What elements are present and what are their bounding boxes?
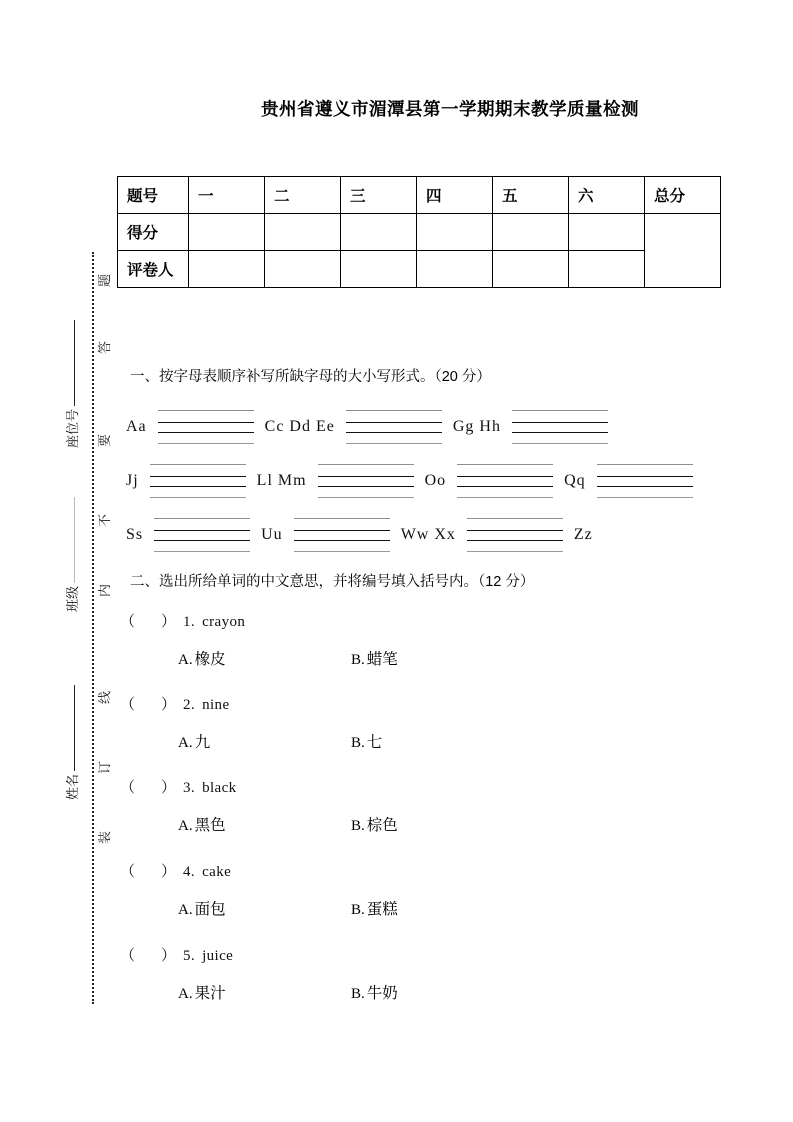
answer-bracket[interactable]: （ ） — [120, 614, 177, 630]
option-key: B. — [351, 652, 365, 668]
alphabet-row-3 — [120, 512, 740, 558]
question-number: 2. — [183, 697, 196, 713]
alphabet-letters: Gg Hh — [452, 418, 501, 435]
question-options — [120, 981, 720, 1003]
alphabet-answer-blank[interactable] — [150, 464, 246, 498]
section-two-heading: 二、选出所给单词的中文意思，并将编号填入括号内。（12 分） — [130, 574, 535, 590]
question-stem — [120, 693, 720, 714]
table-row-question-numbers — [118, 177, 721, 214]
option-a[interactable] — [178, 897, 351, 919]
option-text: 九 — [194, 734, 211, 751]
option-b[interactable] — [351, 730, 382, 752]
alphabet-row-1 — [120, 404, 740, 450]
option-key: A. — [178, 652, 193, 668]
option-text: 蛋糕 — [366, 901, 398, 918]
question-item — [120, 610, 720, 669]
cell-row-header: 题号 — [118, 177, 189, 214]
cell-score-5[interactable] — [493, 214, 569, 251]
seal-char-5: 要 — [94, 433, 113, 448]
cell-grader-6[interactable] — [569, 251, 645, 288]
question-item — [120, 693, 720, 752]
alphabet-row-2 — [120, 458, 740, 504]
question-stem — [120, 610, 720, 631]
seal-dotted-line — [92, 252, 94, 1004]
field-class[interactable] — [62, 495, 81, 612]
cell-grader-3[interactable] — [341, 251, 417, 288]
alphabet-letters: Ss — [126, 526, 144, 543]
field-class-rule[interactable] — [74, 497, 75, 583]
alphabet-answer-blank[interactable] — [457, 464, 553, 498]
option-key: B. — [351, 735, 365, 751]
alphabet-letters: Qq — [564, 472, 586, 489]
cell-question-5: 五 — [493, 177, 569, 214]
cell-grader-4[interactable] — [417, 251, 493, 288]
alphabet-letters: Oo — [424, 472, 447, 489]
alphabet-letters: Cc Dd Ee — [264, 418, 335, 435]
cell-question-1: 一 — [189, 177, 265, 214]
question-options — [120, 813, 720, 835]
option-text: 七 — [366, 734, 383, 751]
option-b[interactable] — [351, 647, 398, 669]
option-key: A. — [178, 986, 193, 1002]
question-item — [120, 860, 720, 919]
question-stem — [120, 944, 720, 965]
cell-row-header-grader: 评卷人 — [118, 251, 189, 288]
question-options — [120, 897, 720, 919]
table-row-grader — [118, 251, 721, 288]
cell-total-header: 总分 — [645, 177, 721, 214]
option-b[interactable] — [351, 897, 398, 919]
option-b[interactable] — [351, 813, 398, 835]
question-number: 3. — [183, 780, 196, 796]
alphabet-answer-blank[interactable] — [597, 464, 693, 498]
question-options — [120, 647, 720, 669]
option-key: A. — [178, 818, 193, 834]
question-word: nine — [202, 697, 230, 713]
answer-bracket[interactable]: （ ） — [120, 780, 177, 796]
question-word: cake — [202, 864, 232, 880]
alphabet-answer-blank[interactable] — [158, 410, 254, 444]
field-name-rule[interactable] — [74, 685, 75, 771]
cell-question-6: 六 — [569, 177, 645, 214]
option-text: 蜡笔 — [366, 651, 398, 668]
score-table — [117, 176, 721, 288]
seal-char-3: 内 — [94, 583, 113, 598]
cell-score-3[interactable] — [341, 214, 417, 251]
field-name-label: 姓名 — [65, 773, 80, 800]
seal-char-2: 线 — [94, 690, 113, 705]
answer-bracket[interactable]: （ ） — [120, 948, 177, 964]
cell-score-4[interactable] — [417, 214, 493, 251]
question-stem — [120, 860, 720, 881]
seal-char-7: 题 — [94, 273, 113, 288]
option-key: A. — [178, 735, 193, 751]
option-a[interactable] — [178, 981, 351, 1003]
option-key: B. — [351, 902, 365, 918]
alphabet-letters: Aa — [126, 418, 147, 435]
question-item — [120, 776, 720, 835]
alphabet-answer-blank[interactable] — [467, 518, 563, 552]
alphabet-letters: Zz — [573, 526, 593, 543]
seal-char-6: 答 — [94, 340, 113, 355]
alphabet-answer-blank[interactable] — [346, 410, 442, 444]
cell-question-3: 三 — [341, 177, 417, 214]
alphabet-answer-blank[interactable] — [318, 464, 414, 498]
table-row-score — [118, 214, 721, 251]
cell-grader-1[interactable] — [189, 251, 265, 288]
question-word: juice — [202, 948, 234, 964]
option-a[interactable] — [178, 647, 351, 669]
option-key: B. — [351, 986, 365, 1002]
alphabet-answer-blank[interactable] — [512, 410, 608, 444]
option-text: 面包 — [194, 901, 226, 918]
question-word: crayon — [202, 614, 246, 630]
question-item — [120, 944, 720, 1003]
option-text: 牛奶 — [366, 985, 398, 1002]
option-a[interactable] — [178, 730, 351, 752]
answer-bracket[interactable]: （ ） — [120, 697, 177, 713]
option-key: B. — [351, 818, 365, 834]
question-options — [120, 730, 720, 752]
alphabet-letters: Uu — [261, 526, 283, 543]
option-a[interactable] — [178, 813, 351, 835]
alphabet-answer-blank[interactable] — [294, 518, 390, 552]
seal-char-1: 订 — [94, 760, 113, 775]
option-key: A. — [178, 902, 193, 918]
field-seat-number-label: 座位号 — [65, 408, 80, 448]
field-class-label: 班级 — [65, 585, 80, 612]
alphabet-letters: Ll Mm — [256, 472, 307, 489]
field-seat-number[interactable] — [62, 318, 81, 448]
page-title: 贵州省遵义市湄潭县第一学期期末教学质量检测 — [261, 99, 639, 119]
cell-total-value[interactable] — [645, 214, 721, 288]
alphabet-answer-blank[interactable] — [154, 518, 250, 552]
question-number: 5. — [183, 948, 196, 964]
cell-row-header-score: 得分 — [118, 214, 189, 251]
cell-grader-2[interactable] — [265, 251, 341, 288]
cell-score-1[interactable] — [189, 214, 265, 251]
option-text: 黑色 — [194, 817, 226, 834]
cell-question-2: 二 — [265, 177, 341, 214]
question-stem — [120, 776, 720, 797]
cell-score-2[interactable] — [265, 214, 341, 251]
field-seat-number-rule[interactable] — [74, 320, 75, 406]
answer-bracket[interactable]: （ ） — [120, 864, 177, 880]
question-number: 4. — [183, 864, 196, 880]
option-b[interactable] — [351, 981, 398, 1003]
cell-score-6[interactable] — [569, 214, 645, 251]
question-word: black — [202, 780, 237, 796]
seal-char-4: 不 — [94, 513, 113, 528]
seal-char-0: 装 — [94, 830, 113, 845]
alphabet-letters: Jj — [126, 472, 139, 489]
field-name[interactable] — [62, 683, 81, 800]
section-one-heading: 一、按字母表顺序补写所缺字母的大小写形式。（20 分） — [130, 369, 491, 385]
alphabet-letters: Ww Xx — [400, 526, 456, 543]
cell-grader-5[interactable] — [493, 251, 569, 288]
option-text: 棕色 — [366, 817, 398, 834]
option-text: 橡皮 — [194, 651, 226, 668]
cell-question-4: 四 — [417, 177, 493, 214]
binding-margin — [0, 0, 112, 1122]
question-number: 1. — [183, 614, 196, 630]
option-text: 果汁 — [194, 985, 226, 1002]
